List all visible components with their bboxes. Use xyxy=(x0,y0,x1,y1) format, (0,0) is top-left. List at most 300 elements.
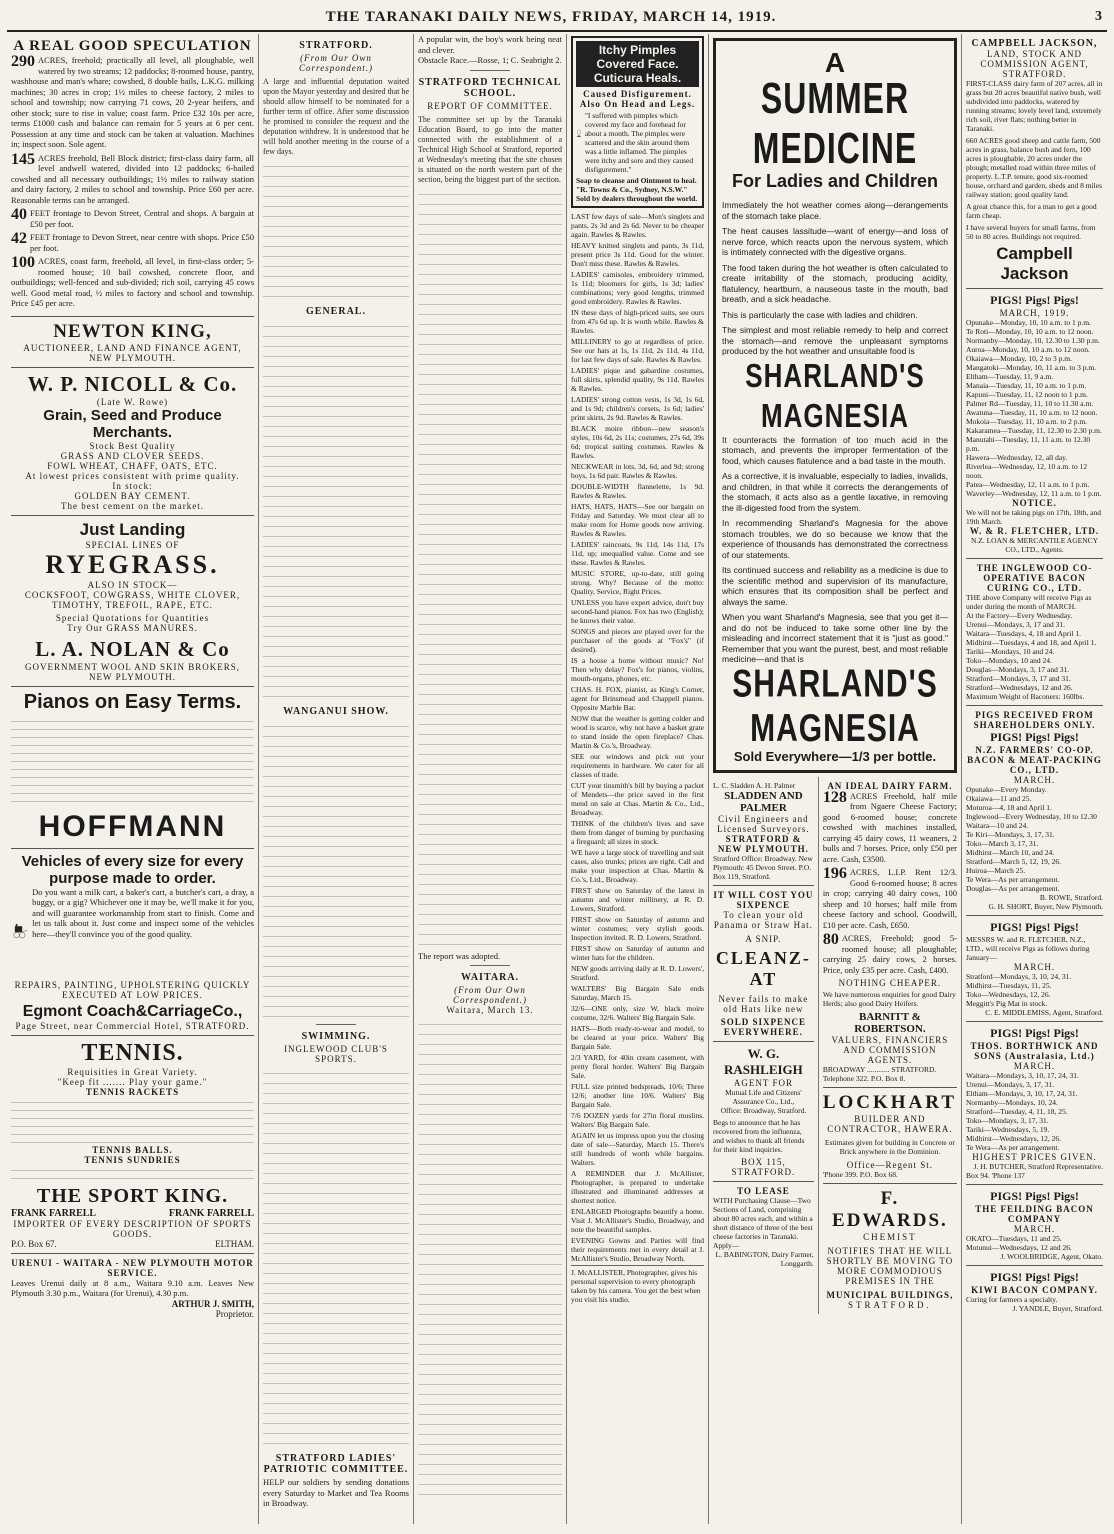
pigs-schedule-row: Manutahi—Tuesday, 11, 11 a.m. to 12.30 p.m. xyxy=(966,435,1091,453)
nicoll-line: Stock Best Quality xyxy=(89,440,176,451)
stratford-correspondent: (From Our Own Correspondent.) xyxy=(299,53,373,73)
lockhart-sub: BUILDER AND CONTRACTOR, HAWERA. xyxy=(827,1114,953,1134)
tennis-requisities: Requisities in Great Variety. xyxy=(67,1066,198,1077)
rashleigh-office: Office: Broadway, Stratford. xyxy=(720,1105,807,1115)
speculation-listing-number: 145 xyxy=(11,150,35,168)
speculation-listing-text: ACRES freehold, Bell Block district; first-class dairy farm, all level andwell watered, divided into 12 paddocks; 6-bailed cowshed and all necessary outbuildings; 1½ miles to railway station and dairy factory, 2 miles to school and township. Price £60 per acre. Reasonable terms can be arranged. xyxy=(11,152,254,205)
borthwick-schedule-row: Normanby—Mondays, 10, 24. xyxy=(966,1098,1058,1107)
summer-paragraph: Immediately the hot weather comes along—derangements of the stomach take place. xyxy=(722,200,948,221)
tennis-racket-list xyxy=(11,1097,254,1145)
pigs-march: MARCH, 1919. xyxy=(999,308,1070,318)
pigs-schedule-row: Okaiawa—Monday, 10, 2 to 3 p.m. xyxy=(966,354,1072,363)
borthwick-march: MARCH. xyxy=(1013,1061,1056,1071)
nzloan-name: N.Z. LOAN & MERCANTILE AGENCY CO., LTD., Agents. xyxy=(970,536,1099,554)
landing-special: Special Quotations for Quantities xyxy=(55,612,210,623)
speculation-title: A REAL GOOD SPECULATION xyxy=(13,38,252,54)
classified-notice: CUT your tinsmith's bill by buying a packet of Mendets—the price saved in the first mend on sale at Chas. Martin & Co., Ltd., Broadway. xyxy=(571,781,704,817)
nicoll-line: GRASS AND CLOVER SEEDS. xyxy=(60,450,205,461)
classified-notice: WALTERS' Big Bargain Sale ends Saturday, March 15. xyxy=(571,984,704,1002)
sharlands-magnesia-ad xyxy=(713,38,957,773)
edwards-sub: CHEMIST xyxy=(863,1232,917,1242)
waitara-correspondent: (From Our Own Correspondent.) xyxy=(453,985,527,1005)
masthead-title: THE TARANAKI DAILY NEWS, FRIDAY, MARCH 14, 1919. xyxy=(325,8,777,25)
wanganui-show-heading: WANGANUI SHOW. xyxy=(283,706,389,717)
lease-text: WITH Purchasing Clause—Two Sections of Land, comprising about 80 acres each, and within a short distance of three of the best cheese factories in Taranaki. xyxy=(713,1195,813,1241)
dairy-listing-text: ACRES, Freehold; good 5-roomed house; all ploughable; carrying 25 dairy cows, 2 horses. Price, only £35 per acre. Cash, £400. xyxy=(822,933,957,975)
column-4 xyxy=(567,34,709,1524)
tennis-balls: TENNIS BALLS. xyxy=(92,1144,173,1155)
newton-king-sub: AUCTIONEER, LAND AND FINANCE AGENT, xyxy=(23,342,242,353)
pigs-heading-5: PIGS! Pigs! Pigs! xyxy=(990,1189,1079,1203)
col5-right-sub xyxy=(819,777,957,1315)
cleanzat-sub: Never fails to make old Hats like new xyxy=(718,993,809,1014)
pigs-schedule-row: Palmer Rd—Tuesday, 11, 10 to 11.30 a.m. xyxy=(966,399,1094,408)
classified-notice: FIRST show on Saturday of autumn and winter hats for the children. xyxy=(571,944,704,962)
tennis-rackets: TENNIS RACKETS xyxy=(85,1086,180,1097)
fletcher2-text: MESSRS W. and R. FLETCHER, N.Z., LTD., will receive Pigs as follows during January— xyxy=(966,935,1090,962)
borthwick-schedule-row: Midhirst—Wednesdays, 12, 26. xyxy=(966,1134,1062,1143)
farrell-place: ELTHAM. xyxy=(215,1238,254,1249)
inglewood-schedule-row: Toko—Mondays, 10 and 24. xyxy=(966,656,1052,665)
campbell-jackson-big: Campbell Jackson xyxy=(996,244,1073,283)
pigs-heading-6: PIGS! Pigs! Pigs! xyxy=(990,1270,1079,1284)
pigs-schedule-row: Mokoia—Tuesday, 11, 10 a.m. to 2 p.m. xyxy=(966,417,1088,426)
classified-notice: HATS—Both ready-to-wear and model, to be cleared at your price. Walters' Big Bargain Sale. xyxy=(571,1024,704,1051)
column-1 xyxy=(7,34,259,1524)
feilding-schedule-row: Motunui—Wednesdays, 12 and 26. xyxy=(966,1243,1072,1252)
campbell-listing: FIRST-CLASS dairy farm of 207 acres, all in grass but 20 acres beautiful native bush, well subdivided into paddocks, watered by running streams; lovely level land, extremely rich soil, river flats; nothing better in Taranaki. xyxy=(966,79,1103,133)
egmont-coach-ad xyxy=(11,849,254,1036)
nzfarmers-schedule-row: Douglas—As per arrangement. xyxy=(966,884,1060,893)
nzfarmers-schedule-row: Okaiawa—11 and 25. xyxy=(966,794,1032,803)
campbell-heading: CAMPBELL JACKSON, xyxy=(971,38,1098,49)
stratford-text: A large and influential deputation waited upon the Mayor yesterday and desired that he should allow himself to be nominated for a further term of office. After some discussion he promised to consider the request and the deputation withdrew. It is understood that he will hold another meeting in the course of a few days. xyxy=(263,77,409,156)
sladden-place: STRATFORD & NEW PLYMOUTH. xyxy=(717,833,809,854)
cuticura-sub: Caused Disfigurement. Also On Head and Legs. xyxy=(579,89,696,109)
pigs-schedule xyxy=(966,318,1103,498)
classified-notice: WE have a large stock of travelling and suit cases, also trunks; prices are right. Call and make your inspection at Chas. Martin & Co.'s, Ltd., Broadway. xyxy=(571,848,704,884)
waitara-heading: WAITARA. xyxy=(460,972,520,983)
sixpence-heading: IT WILL COST YOU SIXPENCE xyxy=(713,889,814,910)
sports-continued: A popular win, the boy's work being neat and clever. xyxy=(418,34,562,55)
masthead xyxy=(7,4,1107,32)
classified-notice: NEW goods arriving daily at R. D. Lowers', Stratford. xyxy=(571,964,704,982)
general-article-body xyxy=(263,320,409,700)
classified-notice: LADIES' strong cotton vests, 1s 3d, 1s 6d, and 1s 9d; children's corsets, 1s 6d; ladies' print skirts, 2s 9d. Rawles & Rawles. xyxy=(571,395,704,422)
tennis-title: TENNIS. xyxy=(81,1039,184,1066)
inglewood-schedule-row: Stratford—Wednesdays, 12 and 26. xyxy=(966,683,1073,692)
sharland-paragraph: As a corrective, it is invaluable, especially to ladies, invalids, and children, in that while it corrects the derangements of the stomach, it acts also as a gentle laxative, in removing the ill-digested food from the system. xyxy=(722,471,948,513)
snip-label: A SNIP. xyxy=(745,933,782,944)
nolan-name: L. A. NOLAN & Co xyxy=(35,636,230,661)
inglewood-schedule-row: Urenui—Mondays, 3, 17 and 31. xyxy=(966,620,1065,629)
classified-notice: SEE our windows and pick out your requirements in hardware. We cater for all classes of trade. xyxy=(571,752,704,779)
sharland-paragraphs xyxy=(722,435,948,665)
report-adopted: The report was adopted. xyxy=(418,950,501,961)
edwards-text: NOTIFIES THAT HE WILL SHORTLY BE MOVING TO MORE COMMODIOUS PREMISES IN THE xyxy=(826,1246,954,1286)
speculation-listing-number: 290 xyxy=(11,53,35,70)
borthwick-schedule-row: Toko—Mondays, 3, 17, 31. xyxy=(966,1116,1049,1125)
classified-notice: FIRST show on Saturday of the latest in autumn and winter millinery, at R. D. Lowers, Stratford. xyxy=(571,886,704,913)
landing-lines: COCKSFOOT, COWGRASS, WHITE CLOVER, TIMOTHY, TREFOIL, RAPE, ETC. xyxy=(24,589,241,610)
urenui-name: ARTHUR J. SMITH, xyxy=(171,1298,254,1309)
farrell-box: P.O. Box 67. xyxy=(11,1238,57,1249)
column-5 xyxy=(709,34,962,1524)
rashleigh-ad xyxy=(713,1042,814,1182)
to-lease-ad xyxy=(713,1182,814,1272)
nicoll-line: In stock: xyxy=(112,480,153,491)
fletcher2-schedule-row: Midhirst—Tuesdays, 11, 25. xyxy=(966,981,1052,990)
vehicles-repairs: REPAIRS, PAINTING, UPHOLSTERING QUICKLY EXECUTED AT LOW PRICES. xyxy=(14,979,251,1000)
dairy-listing-number: 80 xyxy=(822,931,839,948)
classified-notice: LADIES' pique and gabardine costumes, full skirts, splendid quality, 9s 11d. Rawles & Rawles. xyxy=(571,366,704,393)
speculation-listing-number: 42 xyxy=(11,230,27,247)
edwards-place: STRATFORD. xyxy=(848,1300,932,1310)
landing-sub: SPECIAL LINES OF xyxy=(85,539,180,550)
sladden-names: L. C. Sladden A. H. Palmer xyxy=(713,780,796,790)
dairy-heading: AN IDEAL DAIRY FARM. xyxy=(827,780,953,791)
inglewood-schedule-row: Midhirst—Tuesdays, 4 and 18, and April 1. xyxy=(966,638,1097,647)
feilding-schedule-row: OKATO—Tuesdays, 11 and 25. xyxy=(966,1234,1062,1243)
speculation-listing xyxy=(11,55,254,150)
sharlands-magnesia-heading-2: SHARLAND'S MAGNESIA xyxy=(732,662,938,750)
classified-notice: EVENING Gowns and Parties will find their requirements met in every detail at J. McAllister's Studio, Broadway North. xyxy=(571,1236,704,1263)
speculation-listing-text: FEET frontage to Devon Street, Central and shops. A bargain at £50 per foot. xyxy=(30,208,254,229)
lockhart-text: Estimates given for building in Concrete or Brick anywhere in the Dominion. xyxy=(824,1138,955,1156)
obstacle-race-result: Obstacle Race.—Rosse, 1; C. Seabright 2. xyxy=(418,55,562,65)
sharland-paragraph: In recommending Sharland's Magnesia for the above stomach troubles, we do so because we know that the experience of thousands has demonstrated the correctness of our statements. xyxy=(722,518,948,560)
kiwi-text: Curing for farmers a specialty. xyxy=(966,1295,1058,1304)
pigs-schedule-row: Normanby—Monday, 10, 12.30 to 1.30 p.m. xyxy=(966,336,1100,345)
borthwick-name: THOS. BORTHWICK AND SONS (Australasia, Ltd.) xyxy=(970,1041,1099,1061)
summer-sub: For Ladies and Children xyxy=(731,171,939,191)
pigs-schedule-row: Eltham—Tuesday, 11, 9 a.m. xyxy=(966,372,1054,381)
landing-main: RYEGRASS. xyxy=(45,549,220,579)
short-name: G. H. SHORT, Buyer, New Plymouth. xyxy=(988,902,1103,911)
farrell-right: FRANK FARRELL xyxy=(168,1207,254,1219)
summer-paragraph: The food taken during the hot weather is often calculated to create irritability of the stomach, producing acidity, flatulency, heartburn, a nauseous taste in the mouth, bad breath, and a sick headache. xyxy=(722,262,948,304)
sladden-address: Stratford Office: Broadway. New Plymouth: 45 Devon Street. P.O. Box 119, Stratford. xyxy=(713,853,813,881)
egmont-address: Page Street, near Commercial Hotel, STRATFORD. xyxy=(15,1020,250,1031)
barnitt-name: BARNITT & ROBERTSON. xyxy=(854,1011,926,1035)
dairy-listing-number: 196 xyxy=(822,865,847,882)
classified-notice: IN these days of high-priced suits, see ours from 47s 6d up. It is worth while. Rawles & Rawles. xyxy=(571,308,704,335)
lockhart-ad xyxy=(823,1088,957,1184)
sport-king-title: THE SPORT KING. xyxy=(36,1184,229,1207)
feilding-march: MARCH. xyxy=(1013,1224,1056,1234)
classified-notice: ENLARGED Photographs beautify a home. Visit J. McAllister's Studio, Broadway, and note the beautiful samples. xyxy=(571,1207,704,1234)
summer-a: A xyxy=(824,47,846,78)
classified-notice: MUSIC STORE, up-to-date, still going strong. Why? Because of the motto: Quality, Service, Right Prices. xyxy=(571,569,704,596)
dairy-listings xyxy=(822,788,957,976)
borthwick-schedule-row: Stratford—Tuesday, 4, 11, 18, 25. xyxy=(966,1107,1068,1116)
edwards-name: F. EDWARDS. xyxy=(832,1188,948,1231)
cleanzat-name: CLEANZ-AT xyxy=(715,947,811,989)
cleanzat-sold: SOLD SIXPENCE EVERYWHERE. xyxy=(720,1016,807,1037)
classified-notice: CHAS. H. FOX, pianist, as King's Corner, agent for Brinsmead and Chappell pianos. Opposite Marble Bar. xyxy=(571,685,704,712)
dairy-listing xyxy=(823,867,957,930)
technical-school-heading: STRATFORD TECHNICAL SCHOOL. xyxy=(418,76,562,99)
ryegrass-ad xyxy=(11,516,254,687)
speculation-listing-number: 100 xyxy=(11,254,35,271)
sladden-sub: Civil Engineers and Licensed Surveyors. xyxy=(717,813,810,834)
classified-notice: FIRST show on Saturday of autumn and winter costumes; very stylish goods. Inspection invited. R. D. Lowers, Stratford. xyxy=(571,915,704,942)
cuticura-ad xyxy=(571,36,704,208)
nicoll-late: (Late W. Rowe) xyxy=(96,396,169,407)
pigs-schedule-ad xyxy=(966,289,1103,559)
speculation-listing xyxy=(11,232,254,253)
rashleigh-company: Mutual Life and Citizens' Assurance Co., Ltd., xyxy=(725,1087,802,1106)
speculation-listing xyxy=(11,150,254,206)
cuticura-title: Itchy Pimples Covered Face. Cuticura Heals. xyxy=(576,41,699,87)
notice-heading: NOTICE. xyxy=(1012,498,1057,508)
nicoll-ad xyxy=(11,368,254,516)
butcher-name: J. H. BUTCHER, Stratford Representative. xyxy=(973,1162,1103,1171)
fletcher2-schedule-row: Stratford—Mondays, 3, 10, 24, 31. xyxy=(966,972,1072,981)
tennis-sundries: TENNIS SUNDRIES xyxy=(84,1154,181,1165)
classified-notice: 7/6 DOZEN yards for 27in floral muslins. Walters' Big Bargain Sale. xyxy=(571,1111,704,1129)
vehicles-title: Vehicles of every size for every xyxy=(21,852,244,870)
tennis-sundries-list xyxy=(11,1165,254,1185)
borthwick-schedule-row: Eltham—Mondays, 3, 10, 17, 24, 31. xyxy=(966,1089,1078,1098)
classified-notice: LADIES' camisoles, embroidery trimmed, 1s 11d; bloomers for girls, 1s 3d; ladies' combinations; very good lengths, trimmed good embroidery. Rawles & Rawles. xyxy=(571,270,704,306)
patriotic-heading: STRATFORD LADIES' PATRIOTIC COMMITTEE. xyxy=(263,1453,409,1475)
summer-paragraph: The heat causes lassitude—want of energy—and loss of nerve force, which reacts upon the nervous system, which is intimately connected with the digestive organs. xyxy=(722,226,948,257)
rashleigh-name: W. G. RASHLEIGH xyxy=(724,1045,803,1077)
page-number: 3 xyxy=(1094,9,1103,24)
fletcher2-schedule xyxy=(966,972,1103,1008)
urenui-title: URENUI - WAITARA - NEW PLYMOUTH MOTOR SERVICE. xyxy=(11,1257,254,1278)
nicoll-line: The best cement on the market. xyxy=(61,500,204,511)
middlemiss-name: C. E. MIDDLEMISS, Agent, Stratford. xyxy=(985,1008,1103,1017)
lockhart-office: Office—Regent St. xyxy=(846,1160,934,1170)
pigs-schedule-row: Mangatoki—Monday, 10, 11 a.m. to 3 p.m. xyxy=(966,363,1097,372)
barnitt-address: BROADWAY ............ STRATFORD. Telephone 322. P.O. Box 8. xyxy=(822,1065,937,1083)
fletcher2-schedule-row: Toko—Wednesdays, 12, 26. xyxy=(966,990,1051,999)
waitara-date: Waitara, March 13. xyxy=(446,1005,534,1015)
dairy-farm-ad xyxy=(823,777,957,1089)
classified-notice: SONGS and pieces are played over for the purchaser of the goods at "Fox's" (if desired). xyxy=(571,627,704,654)
urenui-text: Leaves Urenui daily at 8 a.m., Waitara 9.10 a.m. Leaves New Plymouth 3.30 p.m., Waitara (for Urenui), 4.30 p.m. xyxy=(11,1277,254,1298)
pigs-heading-1: PIGS! Pigs! Pigs! xyxy=(990,293,1079,307)
nzfarmers-march: MARCH. xyxy=(1013,775,1056,785)
inglewood-name: THE INGLEWOOD CO-OPERATIVE BACON CURING CO., LTD. xyxy=(976,563,1093,593)
pigs-schedule-row: Manaia—Tuesday, 11, 10 a.m. to 1 p.m. xyxy=(966,381,1087,390)
urenui-proprietor: Proprietor. xyxy=(215,1308,254,1319)
classified-notice: AGAIN let us impress upon you the closing date of sale—Saturday, March 15. There's still hundreds of worth while bargains. Walters. xyxy=(571,1131,704,1167)
pigs-schedule-row: Kakaramea—Tuesday, 11, 12.30 to 2.30 p.m. xyxy=(966,426,1102,435)
stratford-heading: STRATFORD. xyxy=(299,40,373,51)
campbell-sub: LAND, STOCK AND COMMISSION AGENT, STRATFORD. xyxy=(980,49,1089,79)
dairy-listing xyxy=(823,933,957,975)
campbell-listing: I have several buyers for small farms, from 50 to 80 acres. Buildings not required. xyxy=(966,223,1096,241)
pigs-schedule-row: Te Roti—Monday, 10, 10 a.m. to 12 noon. xyxy=(966,327,1094,336)
columns xyxy=(7,34,1107,1524)
newspaper-page xyxy=(7,4,1107,1524)
classified-notice: NECKWEAR in lots, 3d, 6d, and 9d; strong boys, 1s 6d pair. Rawles & Rawles. xyxy=(571,462,704,480)
nzfarmers-schedule-row: Opunake—Every Monday. xyxy=(966,785,1047,794)
classified-notice: FULL size printed bedspreads, 10/6; Three 12/6; another line 10/6. Walters' Big Bargain Sale. xyxy=(571,1082,704,1109)
pigs-schedule-row: Patea—Wednesday, 12, 11 a.m. to 1 p.m. xyxy=(966,480,1090,489)
nzfarmers-schedule-row: Midhirst—March 10, and 24. xyxy=(966,848,1055,857)
pigs-schedule-row: Hawera—Wednesday, 12, all day. xyxy=(966,453,1068,462)
edwards-chemist-ad xyxy=(823,1184,957,1314)
nzfarmers-schedule-row: Toko—March 3, 17, 31. xyxy=(966,839,1039,848)
column-6 xyxy=(962,34,1107,1524)
patriotic-text: HELP our soldiers by sending donations every Saturday to Market and Tea Rooms in Broadway. xyxy=(263,1477,409,1508)
speculation-listings xyxy=(11,55,254,309)
borthwick-price: HIGHEST PRICES GIVEN. xyxy=(972,1152,1097,1162)
pigs-schedule-row: Auroa—Monday, 10, 10 a.m. to 12 noon. xyxy=(966,345,1090,354)
pigs-schedule-row: Riverlea—Wednesday, 12, 10 a.m. to 12 noon. xyxy=(966,462,1088,480)
speculation-listing xyxy=(11,256,254,309)
speculation-listing-number: 40 xyxy=(11,206,27,223)
nicoll-name: W. P. NICOLL & Co. xyxy=(27,371,238,396)
classified-notice: NOW that the weather is getting colder and wood is scarce, why not have a basket grate to stand inside the open fireplace? Chas. Martin & Co.'s, Broadway. xyxy=(571,714,704,750)
inglewood-club-sports: INGLEWOOD CLUB'S SPORTS. xyxy=(284,1044,388,1064)
nzfarmers-name: N.Z. FARMERS' CO-OP. BACON & MEAT-PACKING CO., LTD. xyxy=(967,745,1102,775)
classified-notice: DOUBLE-WIDTH flannelette, 1s 9d. Rawles & Rawles. xyxy=(571,482,704,500)
general-heading: GENERAL. xyxy=(306,306,366,317)
classified-notice: UNLESS you have expert advice, don't buy second-hand pianos. Fox has two (English); he knows their value. xyxy=(571,598,704,625)
box94: Box 94. 'Phone 137 xyxy=(966,1171,1025,1180)
classified-notice: THINK of the children's lives and save them from danger of burning by purchasing a fireguard; all sizes in stock. xyxy=(571,819,704,846)
nicoll-line: FOWL WHEAT, CHAFF, OATS, ETC. xyxy=(47,460,218,471)
classified-notice: HATS, HATS, HATS—See our bargain on Friday and Saturday. We must clear all to make room for Home goods now arriving. Rawles & Rawles. xyxy=(571,502,704,538)
classified-notice: IS a house a home without music? No! Then why delay? Fox's for pianos, violins, mouth-organs, phones, etc. xyxy=(571,656,704,683)
classified-notices xyxy=(571,212,704,1263)
newton-king-name: NEWTON KING, xyxy=(53,320,212,342)
sharland-paragraph: It counteracts the formation of too much acid in the stomach, and prevents the improper fermentation of the food, which causes flatulence and a bad taste in the mouth. xyxy=(722,434,948,466)
borthwick-schedule-row: Urenui—Mondays, 3, 17, 31. xyxy=(966,1080,1055,1089)
rowe-name: B. ROWE, Stratford. xyxy=(1039,893,1103,902)
campbell-jackson-ad xyxy=(966,34,1103,289)
lease-name: L. BABINGTON, Dairy Farmer, Longgarth. xyxy=(715,1249,814,1268)
borthwick-schedule-row: Te Wera—As per arrangement. xyxy=(966,1143,1060,1152)
lockhart-phone: 'Phone 399. P.O. Box 68. xyxy=(822,1170,898,1179)
tennis-ad xyxy=(11,1036,254,1254)
sharland-sold: Sold Everywhere—1/3 per bottle. xyxy=(733,748,937,764)
sharland-paragraph: When you want Sharland's Magnesia, see that you get it—and do not be induced to take some other line by the misleading and incorrect statement that it is "just as good." Remember that you want the purest, best, and most reliable medicine—and that is xyxy=(722,612,948,664)
pigs-heading-3: PIGS! Pigs! Pigs! xyxy=(990,920,1079,934)
committee-report-heading: REPORT OF COMMITTEE. xyxy=(427,100,553,111)
speculation-listing xyxy=(11,208,254,229)
rashleigh-agent: AGENT FOR xyxy=(733,1077,793,1088)
cuticura-footer: Soap to cleanse and Ointment to heal. "R. Towns & Co., Sydney, N.S.W." Sold by dealers throughout the world. xyxy=(576,176,698,203)
dairy-listing-number: 128 xyxy=(822,788,847,806)
nzfarmers-schedule-row: Stratford—March 5, 12, 19, 26. xyxy=(966,857,1061,866)
dairy-listing-text: ACRES Freehold, half mile from Ngaere Cheese Factory; good 6-roomed house; concrete cowshed with machines installed, carrying 45 dairy cows, 11 weaners, 2 bulls and 7 horses. Price, only £50 per acre. Cash, £3500. xyxy=(822,790,957,864)
carriage-illustration xyxy=(11,887,28,977)
inglewood-schedule-row: Douglas—Mondays, 3, 17 and 31. xyxy=(966,665,1070,674)
pigs-schedule-row: Kapuni—Tuesday, 11, 12 noon to 1 p.m. xyxy=(966,390,1088,399)
swimming-heading: SWIMMING. xyxy=(301,1031,371,1042)
feilding-schedule xyxy=(966,1234,1103,1252)
speculation-listing-text: ACRES, freehold; practically all level, all ploughable, well watered by two streams; 12 paddocks; 8-roomed house, pantry, washhouse and man's whare; cowshed, 8 double bails, L.K.G. milking machines; 30 acres in crop; 1½ miles to cheese factory, 2 miles to school and township; now carrying 71 cows, 20 2-year heifers, and other stock; sure to rise in value; coast farm. Price £32 10s per acre, terms £1000 cash and balance can remain for 5 years at 6 per cent. Possession at any time and stock can be taken at valuation. Machines in; inspect soon. Sole agent. xyxy=(11,55,254,149)
nicoll-lines xyxy=(11,441,254,511)
woolbridge-name: J. WOOLBRIDGE, Agent, Okato. xyxy=(1000,1252,1103,1261)
pianos-price-table xyxy=(11,716,254,808)
summer-paragraph: The simplest and most reliable remedy to help and correct the stomach—and remove the unpleasant symptoms produced by the hot weather and unsuitable food is xyxy=(722,325,948,356)
nzfarmers-schedule-row: Huiroa—March 25. xyxy=(966,866,1026,875)
farrell-left: FRANK FARRELL xyxy=(11,1207,97,1219)
nzfarmers-schedule-row: Te Kiri—Mondays, 3, 17, 31. xyxy=(966,830,1055,839)
campbell-listing: 660 ACRES good sheep and cattle farm, 500 acres in grass, balance bush and fern, 100 acres is ploughable, 20 acres under the plough; metalled road within three miles of property. L.T.P. tenure, good six-roomed house, orchard and garden, sheds and 8 miles railway station; good quality land. xyxy=(966,136,1103,199)
farrell-sub: IMPORTER OF EVERY DESCRIPTION OF SPORTS GOODS. xyxy=(13,1218,252,1239)
stratford-article-body xyxy=(263,160,409,300)
hoffmann-brand: HOFFMANN xyxy=(38,809,227,843)
barnitt-sub: VALUERS, FINANCIERS AND COMMISSION AGENTS. xyxy=(831,1035,949,1065)
inglewood-schedule-row: Maximum Weight of Baconers: 160lbs. xyxy=(966,692,1085,701)
column-3 xyxy=(414,34,567,1524)
borthwick-schedule-row: Waitara—Mondays, 3, 10, 17, 24, 31. xyxy=(966,1071,1079,1080)
sixpence-sub: To clean your old Panama or Straw Hat. xyxy=(713,909,813,930)
inglewood-bacon-ad xyxy=(966,559,1103,706)
nzfarmers-schedule-row: Moturoa—4, 18 and April 1. xyxy=(966,803,1052,812)
landing-title: Just Landing xyxy=(79,519,186,539)
nicoll-title: Grain, Seed and Produce Merchants. xyxy=(43,406,222,441)
inglewood-schedule-row: Waitara—Tuesdays, 4, 18 and April 1. xyxy=(966,629,1081,638)
technical-school-body xyxy=(418,188,562,948)
sharlands-magnesia-heading-1: SHARLAND'S MAGNESIA xyxy=(745,355,925,435)
yandle-name: J. YANDLE, Buyer, Stratford. xyxy=(1012,1304,1103,1313)
feilding-name: THE FEILDING BACON COMPANY xyxy=(975,1204,1094,1224)
inglewood-schedule-row: Stratford—Mondays, 3, 17 and 31. xyxy=(966,674,1071,683)
newton-king-ad xyxy=(11,317,254,368)
rashleigh-text: Begs to announce that he has recovered from the influenza, and wishes to thank all friends for their kind inquiries. xyxy=(713,1117,805,1154)
landing-try: Try Our GRASS MANURES. xyxy=(67,622,198,633)
vehicles-sub: purpose made to order. xyxy=(49,869,216,887)
nolan-place: NEW PLYMOUTH. xyxy=(89,671,176,682)
lockhart-name: LOCKHART xyxy=(822,1092,957,1113)
pigs-schedule-row: Opunake—Monday, 10, 10 a.m. to 1 p.m. xyxy=(966,318,1091,327)
borthwick-schedule xyxy=(966,1071,1103,1152)
sladden-firm: SLADDEN AND PALMER xyxy=(724,789,803,814)
column-2 xyxy=(259,34,414,1524)
pigs-schedule-row: Awatuna—Tuesday, 11, 10 a.m. to 12 noon. xyxy=(966,408,1098,417)
nzfarmers-schedule xyxy=(966,785,1103,893)
pigs-schedule-row: Waverley—Wednesday, 12, 11 a.m. to 1 p.m. xyxy=(966,489,1102,498)
borthwick-schedule-row: Tariki—Wednesdays, 5, 19. xyxy=(966,1125,1050,1134)
classified-notice: BLACK moire ribbon—new season's styles, 10s 6d, 2s 11s; costumes, 27s 6d, 39s 6d; tropical suiting costumes. Rawles & Rawles. xyxy=(571,424,704,460)
pigs-heading-2: PIGS! Pigs! Pigs! xyxy=(990,730,1079,744)
sharland-paragraph: Its continued success and reliability as a medicine is due to the scientific method and supervision of its manufacture, which ensures that its composition shall be perfect and always the same. xyxy=(722,565,948,607)
summer-paragraphs xyxy=(722,200,948,357)
dairy-listing xyxy=(822,788,957,865)
nothing-cheaper: NOTHING CHEAPER. xyxy=(838,978,942,988)
urenui-motor-ad xyxy=(11,1254,254,1323)
pigs-heading-4: PIGS! Pigs! Pigs! xyxy=(990,1026,1079,1040)
col5-left-sub xyxy=(713,777,819,1315)
mcallister-notice: J. McALLISTER, Photographer, gives his personal supervision to every photograph taken by his camera. You get the best when you visit his studio. xyxy=(571,1265,704,1304)
cuticura-text: "I suffered with pimples which covered my face and forehead for about a month. The pimples were scattered and the skin around them was a little inflamed. The pimples were itchy and sore and they caused disfigurement." xyxy=(584,111,694,174)
tennis-keep: "Keep fit ....... Play your game." xyxy=(57,1076,208,1087)
sladden-palmer-ad xyxy=(713,777,814,886)
classified-notice: 2/3 YARD, for 40in cream casement, with pretty floral border. Walters' Big Bargain Sale. xyxy=(571,1053,704,1080)
pianos-title: Pianos on Easy Terms. xyxy=(23,690,242,713)
fletcher-pigs-ad xyxy=(966,916,1103,1022)
real-good-speculation-ad xyxy=(11,34,254,317)
summer-medicine-title: SUMMER MEDICINE xyxy=(752,74,918,173)
dairy-enquiries: We have numerous enquiries for good Dairy Herds; also good Dairy Heifers. xyxy=(822,990,956,1008)
kiwi-name: KIWI BACON COMPANY. xyxy=(971,1285,1098,1295)
classified-notice: LADIES' raincoats, 9s 11d, 14s 11d, 17s 11d, up; unequalled value. Come and see these. Rawles & Rawles. xyxy=(571,540,704,567)
waitara-body xyxy=(418,1018,562,1498)
borthwick-ad xyxy=(966,1022,1103,1185)
fletcher2-schedule-row: Meggitt's Pig Mat in stock. xyxy=(966,999,1048,1008)
speculation-listing-text: FEET frontage to Devon Street, near centre with shops. Price £50 per foot. xyxy=(30,232,254,253)
classified-notice: LAST few days of sale—Men's singlets and pants, 2s 3d and 2s 6d. Never to be cheaper again. Rawles & Rawles. xyxy=(571,212,704,239)
